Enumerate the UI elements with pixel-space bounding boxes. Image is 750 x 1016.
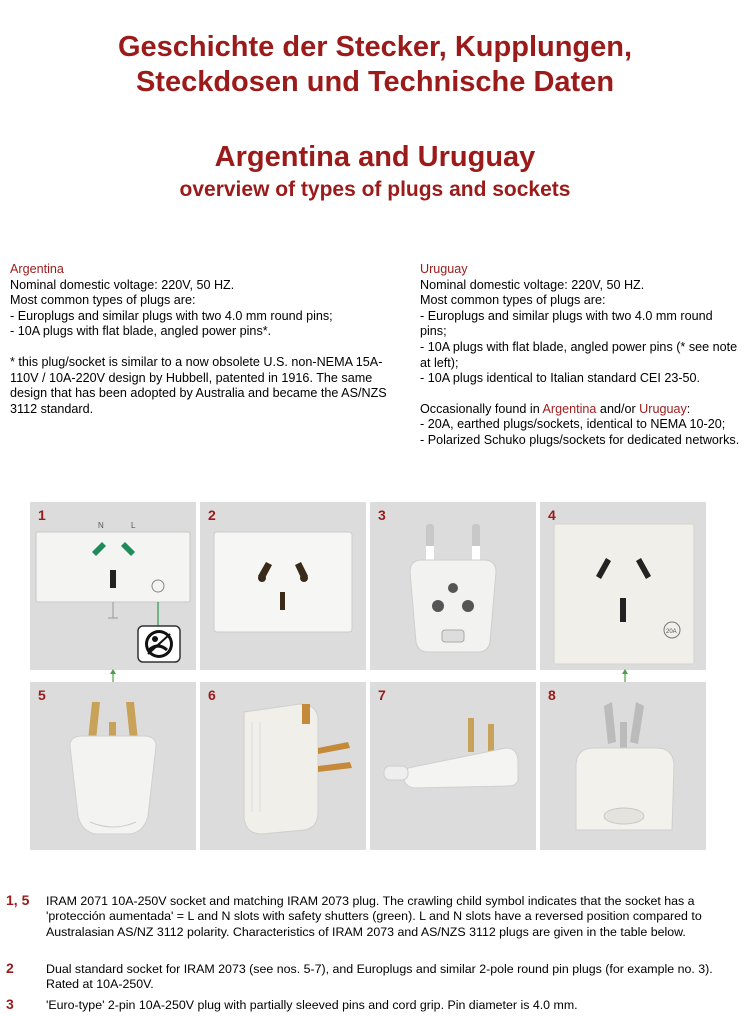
photo-plug-7	[370, 682, 536, 850]
uruguay-line: - 10A plugs identical to Italian standard CEI 23-50.	[420, 371, 701, 386]
uruguay-line: - 20A, earthed plugs/sockets, identical to NEMA 10-20;	[420, 417, 726, 432]
photo-label: 2	[208, 507, 216, 523]
photo-socket-4	[540, 502, 706, 670]
photo-grid	[30, 502, 708, 850]
arrow-connectors	[30, 668, 708, 684]
photo-label: 7	[378, 687, 386, 703]
argentina-line: Nominal domestic voltage: 220V, 50 HZ.	[10, 277, 235, 292]
argentina-footnote: * this plug/socket is similar to a now obsolete U.S. non-NEMA 15A-110V / 10A-220V design by Hubbell, patented in 1916. The same design that has been adopted by Australia and became the AS/NZS 3112 standard.	[10, 354, 387, 416]
socket-1-illustration	[30, 502, 196, 670]
photo-europlug-3	[370, 502, 536, 670]
title-line-1: Geschichte der Stecker, Kupplungen,	[117, 31, 633, 63]
note-number: 3	[6, 996, 14, 1012]
note-number: 2	[6, 960, 14, 976]
photo-label: 4	[548, 507, 556, 523]
plug-6-illustration	[200, 682, 366, 850]
plug-7-illustration	[370, 682, 536, 850]
argentina-line: - 10A plugs with flat blade, angled power pins*.	[10, 324, 272, 339]
uruguay-label: Uruguay	[420, 262, 468, 276]
occasionally-found: Occasionally found in Argentina and/or Uruguay:	[420, 401, 691, 416]
europlug-illustration	[370, 502, 536, 670]
note-number: 1, 5	[6, 892, 30, 908]
note-text: 'Euro-type' 2-pin 10A-250V plug with partially sleeved pins and cord grip. Pin diameter is 4.0 mm.	[46, 998, 578, 1012]
socket-1-l-label: L	[131, 521, 136, 530]
uruguay-line: - Polarized Schuko plugs/sockets for dedicated networks.	[420, 432, 740, 447]
socket-4-illustration	[540, 502, 706, 670]
argentina-column	[10, 262, 405, 417]
page-title	[0, 30, 750, 100]
photo-label: 1	[38, 507, 46, 523]
photo-socket-2	[200, 502, 366, 670]
arrow-up-icon	[622, 669, 628, 674]
socket-4-rating-badge: 20A	[666, 629, 677, 635]
photo-plug-5	[30, 682, 196, 850]
photo-label: 3	[378, 507, 386, 523]
argentina-line: - Europlugs and similar plugs with two 4.0 mm round pins;	[10, 308, 333, 323]
uruguay-line: Most common types of plugs are:	[420, 293, 606, 308]
photo-label: 5	[38, 687, 46, 703]
uruguay-link-text: Uruguay	[639, 401, 687, 416]
socket-2-illustration	[200, 502, 366, 670]
argentina-link-text: Argentina	[542, 401, 597, 416]
photo-plug-8	[540, 682, 706, 850]
plug-5-illustration	[30, 682, 196, 850]
argentina-label: Argentina	[10, 262, 64, 276]
argentina-line: Most common types of plugs are:	[10, 293, 196, 308]
country-subheading: overview of types of plugs and sockets	[179, 178, 571, 201]
photo-label: 6	[208, 687, 216, 703]
earth-slot	[110, 570, 116, 588]
arrow-up-icon	[110, 669, 116, 674]
note-text: IRAM 2071 10A-250V socket and matching IRAM 2073 plug. The crawling child symbol indicates that the socket has a 'protección aumentada' = L and N slots with safety shutters (green). L and N slots have a reversed position compared to Australasian AS/NZ 3112 polarity. Characteristics of IRAM 2073 and AS/NZS 3112 plugs are given in the table below.	[46, 894, 702, 939]
photo-plug-6	[200, 682, 366, 850]
country-heading: Argentina and Uruguay	[214, 141, 536, 173]
uruguay-line: - 10A plugs with flat blade, angled power pins (* see note at left);	[420, 339, 738, 370]
note-text: Dual standard socket for IRAM 2073 (see nos. 5-7), and Europlugs and similar 2-pole round pin plugs (for example no. 3). Rated at 10A-250V.	[46, 962, 713, 992]
uruguay-line: Nominal domestic voltage: 220V, 50 HZ.	[420, 277, 645, 292]
plug-8-illustration	[540, 682, 706, 850]
socket-1-n-label: N	[98, 521, 104, 530]
photo-label: 8	[548, 687, 556, 703]
title-line-2: Steckdosen und Technische Daten	[135, 66, 615, 98]
uruguay-line: - Europlugs and similar plugs with two 4.0 mm round pins;	[420, 308, 713, 339]
uruguay-column	[420, 262, 740, 449]
photo-socket-1	[30, 502, 196, 670]
